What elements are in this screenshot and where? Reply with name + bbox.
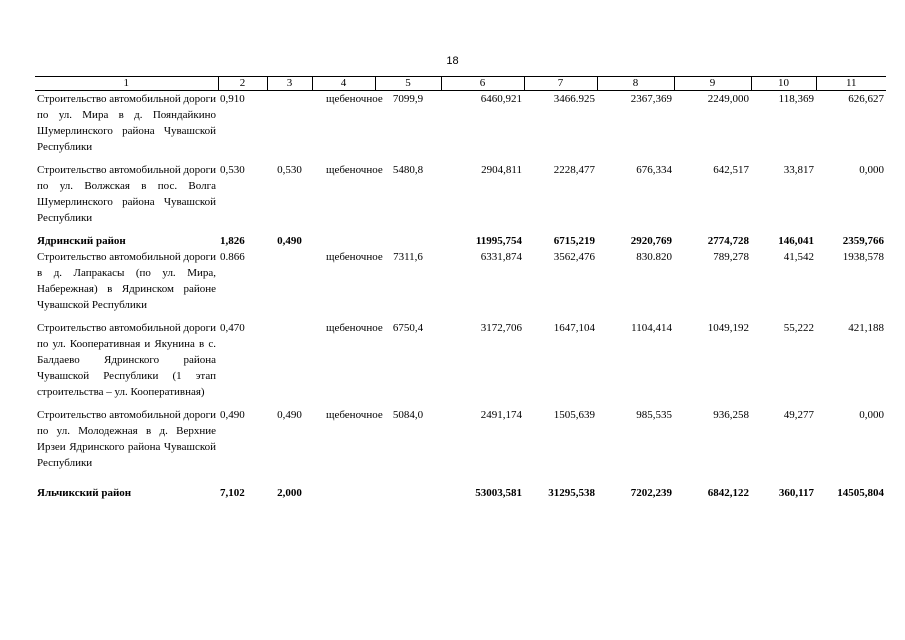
value-col-10: 33,817 <box>783 164 814 176</box>
road-project-name: Строительство автомобильной дороги по ул. Волжская в пос. Волга Шумерлинского района Чувашской Республики <box>37 164 216 224</box>
length-total: 1,826 <box>220 235 245 247</box>
cost-estimate <box>375 233 441 249</box>
value-col-7: 6715,219 <box>553 235 595 247</box>
district-row <box>35 233 886 249</box>
value-col-6: 53003,581 <box>475 487 522 499</box>
page-number: 18 <box>446 55 459 67</box>
surface-type: щебеночное <box>326 251 383 263</box>
row-gap <box>35 313 886 320</box>
length-total: 0,490 <box>220 409 245 421</box>
value-col-9: 6842,122 <box>707 487 749 499</box>
row-gap <box>35 400 886 407</box>
value-col-9: 1049,192 <box>707 322 749 334</box>
value-col-6: 2491,174 <box>480 409 522 421</box>
value-col-10: 118,369 <box>778 93 814 105</box>
column-header: 3 <box>267 77 312 91</box>
table-row <box>35 249 886 313</box>
surface-type <box>312 485 375 501</box>
value-col-11: 14505,804 <box>837 487 884 499</box>
column-header: 2 <box>218 77 267 91</box>
length-commissioned <box>267 249 312 313</box>
row-gap <box>35 471 886 485</box>
table-row <box>35 407 886 471</box>
value-col-9: 936,258 <box>713 409 749 421</box>
column-header: 6 <box>441 77 524 91</box>
value-col-6: 6331,874 <box>480 251 522 263</box>
value-col-7: 31295,538 <box>548 487 595 499</box>
road-project-name: Строительство автомобильной дороги по ул. Кооперативная и Якунина в с. Балдаево Ядринского района Чувашской Республики (1 этап строительства – ул. Кооперативная) <box>37 322 216 398</box>
table-row <box>35 320 886 400</box>
length-total: 0,910 <box>220 93 245 105</box>
row-gap <box>35 155 886 162</box>
value-col-7: 3562,476 <box>553 251 595 263</box>
cost-estimate: 7311,6 <box>393 251 423 263</box>
column-header: 7 <box>524 77 597 91</box>
column-header: 10 <box>751 77 816 91</box>
cost-estimate: 5480,8 <box>392 164 424 176</box>
length-total: 0,470 <box>220 322 245 334</box>
value-col-7: 1505,639 <box>553 409 595 421</box>
district-row <box>35 485 886 501</box>
row-gap <box>35 226 886 233</box>
value-col-10: 55,222 <box>783 322 814 334</box>
value-col-10: 146,041 <box>778 235 814 247</box>
value-col-11: 421,188 <box>848 322 884 334</box>
value-col-11: 0,000 <box>859 409 884 421</box>
value-col-11: 2359,766 <box>842 235 884 247</box>
value-col-7: 2228,477 <box>553 164 595 176</box>
length-total: 0.866 <box>220 251 245 263</box>
value-col-8: 2367,369 <box>630 93 672 105</box>
value-col-9: 2249,000 <box>707 93 749 105</box>
budget-table <box>35 76 886 501</box>
length-total: 0,530 <box>220 164 245 176</box>
value-col-8: 985,535 <box>636 409 672 421</box>
value-col-11: 0,000 <box>859 164 884 176</box>
length-commissioned: 0,530 <box>277 164 302 176</box>
district-name: Ядринский район <box>37 235 126 247</box>
length-total: 7,102 <box>220 487 245 499</box>
road-project-name: Строительство автомобильной дороги в д. Лапракасы (по ул. Мира, Набережная) в Ядринском районе Чувашской Республики <box>37 251 216 311</box>
column-header: 4 <box>312 77 375 91</box>
length-commissioned <box>267 320 312 400</box>
length-commissioned: 0,490 <box>277 409 302 421</box>
length-commissioned <box>267 91 312 156</box>
value-col-8: 7202,239 <box>630 487 672 499</box>
value-col-8: 2920,769 <box>630 235 672 247</box>
value-col-11: 626,627 <box>848 93 884 105</box>
value-col-8: 676,334 <box>636 164 672 176</box>
value-col-10: 49,277 <box>783 409 814 421</box>
value-col-6: 11995,754 <box>475 235 522 247</box>
surface-type: щебеночное <box>326 93 383 105</box>
value-col-9: 642,517 <box>713 164 749 176</box>
value-col-8: 830.820 <box>636 251 672 263</box>
cost-estimate <box>375 485 441 501</box>
column-header: 5 <box>375 77 441 91</box>
column-header: 1 <box>35 77 218 91</box>
value-col-8: 1104,414 <box>631 322 672 334</box>
surface-type: щебеночное <box>326 322 383 334</box>
length-commissioned: 2,000 <box>277 487 302 499</box>
value-col-11: 1938,578 <box>842 251 884 263</box>
value-col-6: 3172,706 <box>480 322 522 334</box>
value-col-10: 360,117 <box>778 487 814 499</box>
column-header: 11 <box>816 77 886 91</box>
surface-type: щебеночное <box>326 409 383 421</box>
surface-type: щебеночное <box>326 164 383 176</box>
value-col-7: 1647,104 <box>553 322 595 334</box>
district-name: Яльчикский район <box>37 487 132 499</box>
value-col-6: 2904,811 <box>481 164 522 176</box>
cost-estimate: 5084,0 <box>392 409 424 421</box>
value-col-7: 3466.925 <box>553 93 595 105</box>
header-row <box>35 77 886 91</box>
road-project-name: Строительство автомобильной дороги по ул. Молодежная в д. Верхние Ирзеи Ядринского района Чувашской Республики <box>37 409 216 469</box>
road-project-name: Строительство автомобильной дороги по ул. Мира в д. Пояндайкино Шумерлинского района Чувашской Республики <box>37 93 216 153</box>
table-row <box>35 162 886 226</box>
table-row <box>35 91 886 156</box>
column-header: 9 <box>674 77 751 91</box>
value-col-9: 2774,728 <box>707 235 749 247</box>
length-commissioned: 0,490 <box>277 235 302 247</box>
cost-estimate: 6750,4 <box>392 322 424 334</box>
surface-type <box>312 233 375 249</box>
column-header: 8 <box>597 77 674 91</box>
cost-estimate: 7099,9 <box>392 93 424 105</box>
value-col-10: 41,542 <box>783 251 814 263</box>
value-col-9: 789,278 <box>713 251 749 263</box>
value-col-6: 6460,921 <box>480 93 522 105</box>
